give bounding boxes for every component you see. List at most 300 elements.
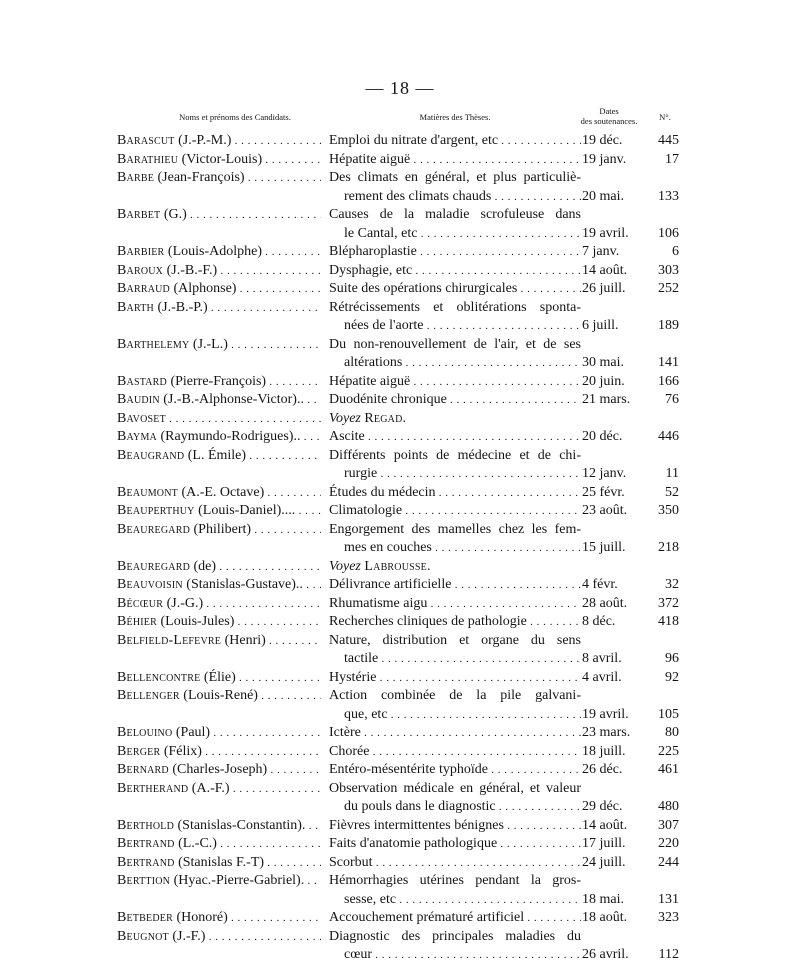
candidate-surname: Beugnot bbox=[117, 928, 169, 944]
candidate-surname: Beaumont bbox=[117, 484, 178, 500]
thesis-topic: nées de l'aorte . . . bbox=[344, 317, 581, 336]
candidate-surname: Baudin bbox=[117, 392, 160, 407]
entry-line bbox=[0, 502, 800, 521]
entry-line bbox=[0, 835, 800, 854]
list-item bbox=[0, 854, 800, 873]
thesis-topic: Accouchement prématuré artificiel . . . bbox=[329, 909, 581, 928]
candidate-name bbox=[117, 243, 321, 262]
candidate-given-name: (de) bbox=[190, 558, 217, 574]
list-item bbox=[0, 595, 800, 614]
thesis-topic: rurgie . . . bbox=[344, 465, 581, 484]
list-item bbox=[0, 428, 800, 447]
defense-date: 19 avril. bbox=[582, 225, 629, 241]
cross-reference bbox=[329, 558, 581, 577]
thesis-topic: tactile . . . bbox=[344, 650, 581, 669]
list-item bbox=[0, 909, 800, 928]
candidate-surname: Barthelemy bbox=[117, 336, 190, 352]
list-item bbox=[0, 132, 800, 151]
list-item bbox=[0, 558, 800, 577]
page-number: — 18 — bbox=[365, 78, 435, 98]
list-item bbox=[0, 835, 800, 854]
candidate-given-name: (Philibert) bbox=[190, 521, 252, 537]
candidate-surname: Barathieu bbox=[117, 151, 179, 167]
candidate-given-name: (J.-B.-Alphonse-Victor).. bbox=[159, 392, 304, 407]
defense-date: 20 juin. bbox=[582, 373, 625, 389]
candidate-name bbox=[117, 336, 321, 355]
candidate-given-name: (Félix) bbox=[160, 743, 202, 759]
candidate-given-name: (J.-G.) bbox=[163, 595, 204, 611]
candidate-given-name: (Louis-Adolphe) bbox=[164, 244, 263, 259]
defense-date: 30 mai. bbox=[582, 355, 624, 370]
candidate-name bbox=[117, 780, 321, 799]
candidate-surname: Bellenger bbox=[117, 688, 180, 703]
candidate-surname: Bertherand bbox=[117, 780, 189, 796]
thesis-number: 218 bbox=[658, 540, 679, 555]
column-header-dates-line1: Dates bbox=[599, 106, 619, 116]
thesis-topic: Rhumatisme aigu . . . bbox=[329, 595, 581, 614]
defense-date: 8 déc. bbox=[582, 614, 616, 629]
candidate-surname: Bellencontre bbox=[117, 669, 201, 685]
candidate-name bbox=[117, 558, 321, 577]
defense-date: 19 déc. bbox=[582, 133, 623, 148]
entry-line bbox=[0, 743, 800, 762]
entry-line bbox=[0, 817, 800, 836]
candidate-given-name: (A.-F.) bbox=[188, 780, 230, 796]
candidate-name bbox=[117, 151, 321, 170]
thesis-number: 17 bbox=[665, 151, 679, 167]
entry-line bbox=[0, 410, 800, 429]
candidate-name bbox=[117, 632, 321, 651]
entry-line bbox=[0, 798, 800, 817]
column-header-topics: Matières des Thèses. bbox=[419, 112, 491, 122]
candidate-given-name: (J.-F.) bbox=[168, 928, 206, 944]
candidate-name bbox=[117, 669, 321, 688]
candidate-surname: Baroux bbox=[117, 262, 164, 278]
defense-date: 7 janv. bbox=[582, 244, 620, 259]
candidate-surname: Bertrand bbox=[117, 836, 175, 851]
list-item bbox=[0, 336, 800, 373]
candidate-given-name: (Honoré) bbox=[172, 910, 228, 925]
entry-line bbox=[0, 243, 800, 262]
candidate-given-name: (Henri) bbox=[221, 632, 266, 648]
candidate-name bbox=[117, 373, 321, 392]
defense-date: 29 déc. bbox=[582, 799, 623, 814]
defense-date: 18 juill. bbox=[582, 743, 626, 759]
entry-line bbox=[0, 188, 800, 207]
column-header-dates bbox=[578, 106, 640, 126]
list-item bbox=[0, 206, 800, 243]
column-header-number: N°. bbox=[659, 112, 671, 122]
candidate-surname: Barbe bbox=[117, 170, 155, 185]
thesis-number: 106 bbox=[658, 225, 679, 241]
thesis-topic: Diagnostic des principales maladies du bbox=[329, 928, 581, 944]
candidate-surname: Belouino bbox=[117, 725, 173, 740]
candidate-name bbox=[117, 447, 321, 466]
candidate-surname: Bernard bbox=[117, 762, 169, 777]
candidate-surname: Béhier bbox=[117, 614, 157, 629]
candidate-name bbox=[117, 854, 321, 873]
thesis-number: 32 bbox=[665, 577, 679, 592]
list-item bbox=[0, 576, 800, 595]
list-item bbox=[0, 761, 800, 780]
cross-reference-target: Labrousse. bbox=[364, 558, 431, 574]
thesis-number: 225 bbox=[658, 743, 679, 759]
thesis-topic: Recherches cliniques de pathologie . . . bbox=[329, 613, 581, 632]
thesis-topic: que, etc . . . bbox=[344, 706, 581, 725]
thesis-number: 461 bbox=[658, 762, 679, 777]
thesis-topic: Dysphagie, etc . . . bbox=[329, 262, 581, 281]
thesis-number: 6 bbox=[672, 244, 679, 259]
thesis-number: 445 bbox=[658, 133, 679, 148]
entry-line bbox=[0, 151, 800, 170]
candidate-name bbox=[117, 724, 321, 743]
list-item bbox=[0, 410, 800, 429]
entry-line bbox=[0, 521, 800, 540]
thesis-number: 189 bbox=[658, 318, 679, 333]
thesis-number: 303 bbox=[658, 262, 679, 278]
thesis-topic: Du non-renouvellement de l'air, et de ses bbox=[329, 336, 581, 352]
entry-line bbox=[0, 706, 800, 725]
cross-reference-target: Regad. bbox=[364, 410, 407, 426]
list-item bbox=[0, 502, 800, 521]
thesis-topic: sesse, etc . . . bbox=[344, 891, 581, 910]
defense-date: 18 août. bbox=[582, 910, 628, 925]
candidate-given-name: (J.-B.-P.) bbox=[153, 299, 208, 315]
list-item bbox=[0, 669, 800, 688]
defense-date: 19 janv. bbox=[582, 151, 627, 167]
candidate-given-name: (Stanislas-Gustave).. bbox=[182, 577, 303, 592]
defense-date: 23 mars. bbox=[582, 725, 631, 740]
entry-line bbox=[0, 225, 800, 244]
entry-line bbox=[0, 558, 800, 577]
thesis-topic: Ictère . . . bbox=[329, 724, 581, 743]
candidate-name bbox=[117, 576, 321, 595]
candidate-name bbox=[117, 262, 321, 281]
candidate-given-name: (J.-L.) bbox=[189, 336, 228, 352]
candidate-given-name: (Charles-Joseph) bbox=[168, 762, 268, 777]
candidate-surname: Beauvoisin bbox=[117, 577, 183, 592]
candidate-name bbox=[117, 817, 321, 836]
thesis-number: 252 bbox=[658, 281, 679, 296]
thesis-topic: Observation médicale en général, et valeur bbox=[329, 780, 581, 796]
thesis-topic: Suite des opérations chirurgicales . . . bbox=[329, 280, 581, 299]
candidate-name bbox=[117, 613, 321, 632]
list-item bbox=[0, 521, 800, 558]
list-item bbox=[0, 484, 800, 503]
list-item bbox=[0, 724, 800, 743]
entry-line bbox=[0, 780, 800, 799]
entry-line bbox=[0, 576, 800, 595]
candidate-surname: Bécœur bbox=[117, 595, 164, 611]
candidate-name bbox=[117, 428, 321, 447]
defense-date: 4 avril. bbox=[582, 669, 622, 685]
candidate-surname: Barascut bbox=[117, 133, 175, 148]
thesis-number: 52 bbox=[665, 484, 679, 500]
candidate-name bbox=[117, 299, 321, 318]
candidate-name bbox=[117, 280, 321, 299]
entry-line bbox=[0, 169, 800, 188]
thesis-topic: Délivrance artificielle . . . bbox=[329, 576, 581, 595]
entry-line bbox=[0, 132, 800, 151]
entry-line bbox=[0, 909, 800, 928]
entry-line bbox=[0, 280, 800, 299]
entry-line bbox=[0, 854, 800, 873]
defense-date: 6 juill. bbox=[582, 318, 619, 333]
candidate-given-name: (Alphonse) bbox=[169, 281, 237, 296]
candidate-name bbox=[117, 687, 321, 706]
candidate-given-name: (Raymundo-Rodrigues).. bbox=[156, 429, 301, 444]
list-item bbox=[0, 391, 800, 410]
defense-date: 23 août. bbox=[582, 503, 628, 518]
defense-date: 14 août. bbox=[582, 817, 628, 833]
column-header-dates-line2: des soutenances. bbox=[580, 116, 638, 126]
voyez-label: Voyez bbox=[329, 410, 361, 426]
thesis-topic: Ascite . . . bbox=[329, 428, 581, 447]
entry-line bbox=[0, 262, 800, 281]
candidate-name bbox=[117, 132, 321, 151]
candidate-given-name: (Hyac.-Pierre-Gabriel). bbox=[170, 873, 305, 888]
thesis-topic: cœur . . . bbox=[344, 946, 581, 965]
candidate-given-name: (Victor-Louis) bbox=[178, 151, 263, 167]
candidate-surname: Berger bbox=[117, 743, 161, 759]
list-item bbox=[0, 872, 800, 909]
entry-line bbox=[0, 428, 800, 447]
thesis-number: 446 bbox=[658, 429, 679, 444]
candidate-name bbox=[117, 761, 321, 780]
entry-line bbox=[0, 336, 800, 355]
list-item bbox=[0, 299, 800, 336]
list-item bbox=[0, 743, 800, 762]
thesis-topic: Duodénite chronique . . . bbox=[329, 391, 581, 410]
thesis-topic: du pouls dans le diagnostic . . . bbox=[344, 798, 581, 817]
thesis-number: 141 bbox=[658, 355, 679, 370]
thesis-topic: Hémorrhagies utérines pendant la gros- bbox=[329, 873, 581, 888]
candidate-surname: Betbeder bbox=[117, 910, 173, 925]
entry-line bbox=[0, 687, 800, 706]
list-item bbox=[0, 632, 800, 669]
candidate-surname: Barbier bbox=[117, 244, 165, 259]
candidate-given-name: (L. Émile) bbox=[184, 447, 247, 463]
candidate-name bbox=[117, 743, 321, 762]
candidate-surname: Barth bbox=[117, 299, 154, 315]
thesis-topic: Fièvres intermittentes bénignes . . . bbox=[329, 817, 581, 836]
entry-line bbox=[0, 299, 800, 318]
thesis-topic: Études du médecin . . . bbox=[329, 484, 581, 503]
defense-date: 8 avril. bbox=[582, 651, 622, 666]
thesis-topic: Rétrécissements et oblitérations sponta- bbox=[329, 299, 581, 315]
thesis-number: 480 bbox=[658, 799, 679, 814]
entry-line bbox=[0, 928, 800, 947]
candidate-name bbox=[117, 909, 321, 928]
thesis-topic: Chorée . . . bbox=[329, 743, 581, 762]
candidate-given-name: (Paul) bbox=[172, 725, 211, 740]
candidate-surname: Beauperthuy bbox=[117, 503, 195, 518]
thesis-topic: altérations . . . bbox=[344, 354, 581, 373]
entry-line bbox=[0, 632, 800, 651]
list-item bbox=[0, 613, 800, 632]
candidate-surname: Barraud bbox=[117, 281, 170, 296]
thesis-topic: Faits d'anatomie pathologique . . . bbox=[329, 835, 581, 854]
list-item bbox=[0, 373, 800, 392]
thesis-number: 76 bbox=[665, 392, 679, 407]
candidate-name bbox=[117, 835, 321, 854]
thesis-topic: mes en couches . . . bbox=[344, 539, 581, 558]
defense-date: 18 mai. bbox=[582, 891, 624, 907]
entry-line bbox=[0, 447, 800, 466]
list-item bbox=[0, 262, 800, 281]
thesis-topic: Blépharoplastie . . . bbox=[329, 243, 581, 262]
candidate-name bbox=[117, 595, 321, 614]
thesis-topic: Nature, distribution et organe du sens bbox=[329, 632, 581, 648]
candidate-surname: Bavoset bbox=[117, 410, 166, 426]
candidate-surname: Bertrand bbox=[117, 854, 175, 870]
candidate-given-name: (L.-C.) bbox=[174, 836, 217, 851]
thesis-topic: Engorgement des mamelles chez les fem- bbox=[329, 521, 581, 537]
defense-date: 12 janv. bbox=[582, 466, 627, 481]
list-item bbox=[0, 687, 800, 724]
entry-line bbox=[0, 484, 800, 503]
defense-date: 24 juill. bbox=[582, 854, 626, 870]
thesis-topic: Climatologie . . . bbox=[329, 502, 581, 521]
thesis-number: 131 bbox=[658, 891, 679, 907]
entry-line bbox=[0, 539, 800, 558]
thesis-number: 166 bbox=[658, 373, 679, 389]
voyez-label: Voyez bbox=[329, 558, 361, 574]
defense-date: 19 avril. bbox=[582, 706, 629, 722]
candidate-surname: Bastard bbox=[117, 373, 167, 389]
thesis-number: 244 bbox=[658, 854, 679, 870]
thesis-topic: le Cantal, etc . . . bbox=[344, 225, 581, 244]
thesis-number: 96 bbox=[665, 651, 679, 666]
candidate-name bbox=[117, 872, 321, 891]
entry-line bbox=[0, 669, 800, 688]
candidate-given-name: (Louis-Jules) bbox=[156, 614, 235, 629]
thesis-topic: Hystérie . . . bbox=[329, 669, 581, 688]
candidate-given-name: (Louis-René) bbox=[179, 688, 258, 703]
entry-line bbox=[0, 613, 800, 632]
list-item bbox=[0, 928, 800, 965]
thesis-number: 350 bbox=[658, 503, 679, 518]
candidate-name bbox=[117, 928, 321, 947]
candidate-name bbox=[117, 206, 321, 225]
defense-date: 26 déc. bbox=[582, 762, 623, 777]
list-item bbox=[0, 243, 800, 262]
thesis-number: 418 bbox=[658, 614, 679, 629]
candidate-surname: Beaugrand bbox=[117, 447, 185, 463]
defense-date: 26 avril. bbox=[582, 947, 629, 962]
candidate-given-name: (Louis-Daniel).... bbox=[194, 503, 296, 518]
candidate-surname: Barbet bbox=[117, 207, 161, 222]
entry-line bbox=[0, 595, 800, 614]
entry-line bbox=[0, 373, 800, 392]
column-header-names: Noms et prénoms des Candidats. bbox=[179, 112, 291, 122]
defense-date: 26 juill. bbox=[582, 281, 626, 296]
candidate-surname: Berthold bbox=[117, 817, 174, 833]
list-item bbox=[0, 169, 800, 206]
defense-date: 21 mars. bbox=[582, 392, 631, 407]
entry-line bbox=[0, 761, 800, 780]
entry-line bbox=[0, 724, 800, 743]
candidate-surname: Belfield-Lefevre bbox=[117, 632, 222, 648]
candidate-name bbox=[117, 502, 321, 521]
defense-date: 25 févr. bbox=[582, 484, 625, 500]
defense-date: 20 déc. bbox=[582, 429, 623, 444]
defense-date: 17 juill. bbox=[582, 836, 626, 851]
entry-line bbox=[0, 465, 800, 484]
thesis-topic: Différents points de médecine et de chi- bbox=[329, 447, 581, 463]
list-item bbox=[0, 151, 800, 170]
thesis-number: 105 bbox=[658, 706, 679, 722]
thesis-topic: Hépatite aiguë . . . bbox=[329, 151, 581, 170]
candidate-name bbox=[117, 169, 321, 188]
thesis-number: 323 bbox=[658, 910, 679, 925]
list-item bbox=[0, 280, 800, 299]
candidate-name bbox=[117, 521, 321, 540]
thesis-number: 112 bbox=[658, 947, 679, 962]
candidate-surname: Beauregard bbox=[117, 521, 191, 537]
list-item bbox=[0, 780, 800, 817]
entry-line bbox=[0, 317, 800, 336]
thesis-topic: Des climats en général, et plus particuliè- bbox=[329, 170, 581, 185]
thesis-number: 11 bbox=[665, 466, 679, 481]
thesis-list bbox=[0, 132, 800, 965]
candidate-given-name: (J.-B.-F.) bbox=[163, 262, 218, 278]
candidate-given-name: (A.-E. Octave) bbox=[177, 484, 265, 500]
entry-line bbox=[0, 391, 800, 410]
candidate-given-name: (Pierre-François) bbox=[166, 373, 267, 389]
list-item bbox=[0, 447, 800, 484]
thesis-number: 220 bbox=[658, 836, 679, 851]
entry-line bbox=[0, 891, 800, 910]
entry-line bbox=[0, 354, 800, 373]
defense-date: 28 août. bbox=[582, 595, 628, 611]
thesis-number: 307 bbox=[658, 817, 679, 833]
list-item bbox=[0, 817, 800, 836]
candidate-name bbox=[117, 484, 321, 503]
thesis-number: 372 bbox=[658, 595, 679, 611]
thesis-topic: Hépatite aiguë . . . bbox=[329, 373, 581, 392]
defense-date: 4 févr. bbox=[582, 577, 618, 592]
thesis-number: 80 bbox=[665, 725, 679, 740]
candidate-given-name: (J.-P.-M.) bbox=[174, 133, 232, 148]
defense-date: 14 août. bbox=[582, 262, 628, 278]
candidate-given-name: (G.) bbox=[160, 207, 187, 222]
entry-line bbox=[0, 650, 800, 669]
thesis-number: 92 bbox=[665, 669, 679, 685]
candidate-given-name: (Stanislas-Constantin). bbox=[174, 817, 306, 833]
cross-reference bbox=[329, 410, 581, 429]
candidate-surname: Bayma bbox=[117, 429, 157, 444]
defense-date: 20 mai. bbox=[582, 188, 624, 204]
thesis-number: 133 bbox=[658, 188, 679, 204]
thesis-topic: rement des climats chauds . . . bbox=[344, 188, 581, 207]
candidate-given-name: (Stanislas F.-T) bbox=[174, 854, 265, 870]
candidate-name bbox=[117, 410, 321, 429]
thesis-topic: Causes de la maladie scrofuleuse dans bbox=[329, 207, 581, 222]
candidate-name bbox=[117, 391, 321, 410]
candidate-surname: Berttion bbox=[117, 873, 171, 888]
thesis-topic: Scorbut . . . bbox=[329, 854, 581, 873]
defense-date: 15 juill. bbox=[582, 540, 626, 555]
candidate-given-name: (Jean-François) bbox=[154, 170, 245, 185]
thesis-topic: Action combinée de la pile galvani- bbox=[329, 688, 581, 703]
entry-line bbox=[0, 946, 800, 965]
entry-line bbox=[0, 206, 800, 225]
candidate-surname: Beauregard bbox=[117, 558, 191, 574]
candidate-given-name: (Élie) bbox=[200, 669, 236, 685]
entry-line bbox=[0, 872, 800, 891]
thesis-topic: Emploi du nitrate d'argent, etc . . . bbox=[329, 132, 581, 151]
